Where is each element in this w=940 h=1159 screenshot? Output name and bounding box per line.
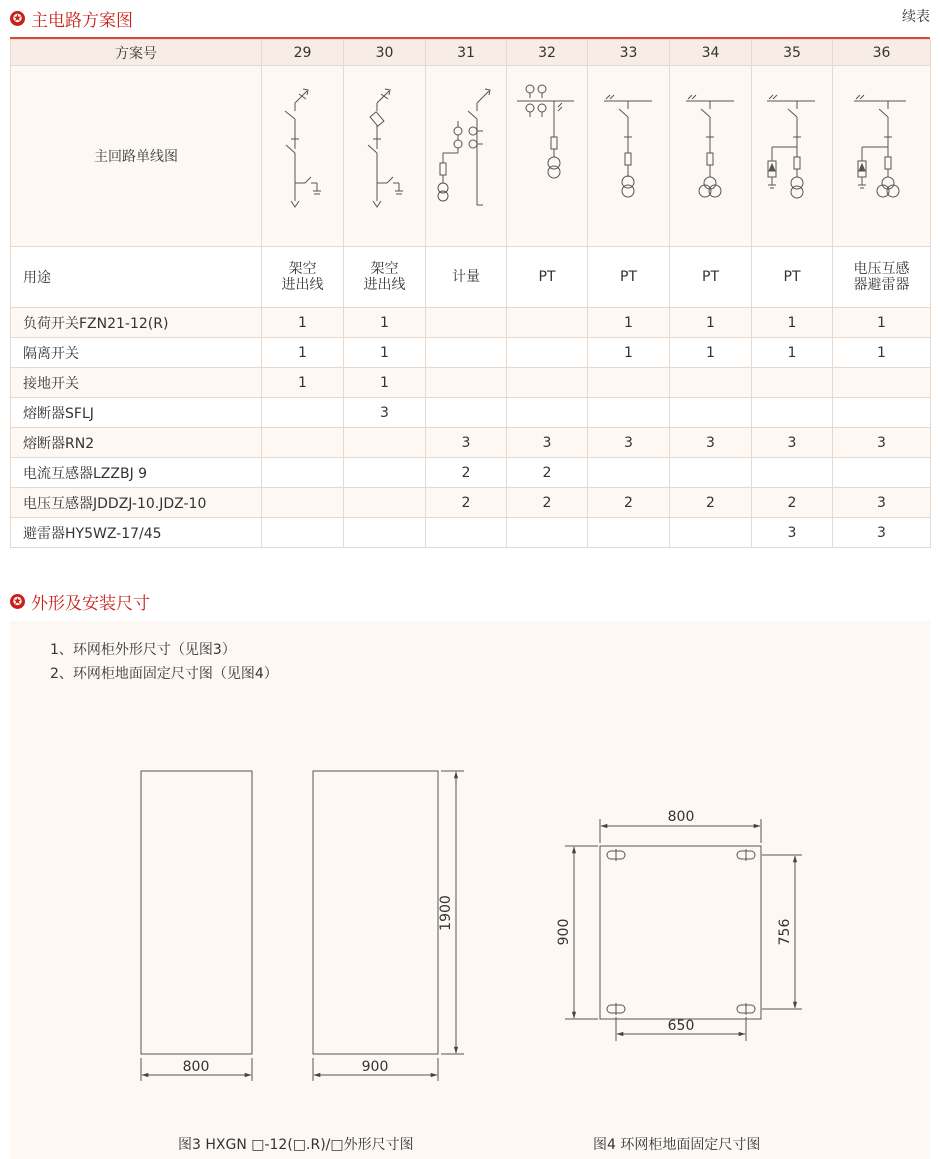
single-line-diagram-32 [507,66,588,247]
use-cell: PT [752,247,833,308]
row-label: 避雷器HY5WZ-17/45 [11,518,262,548]
quantity-cell [507,518,588,548]
dim-width-800: 800 [182,1059,210,1075]
header-row [11,40,931,66]
quantity-cell [344,458,426,488]
row-label: 电流互感器LZZBJ 9 [11,458,262,488]
dim-left-900: 900 [556,918,572,946]
quantity-cell: 1 [344,368,426,398]
quantity-cell [426,518,507,548]
quantity-cell: 3 [833,518,931,548]
quantity-cell: 3 [833,488,931,518]
single-line-diagram-33 [588,66,670,247]
quantity-cell [670,458,752,488]
section-title-text: 主电路方案图 [31,11,133,31]
quantity-cell: 2 [507,488,588,518]
quantity-cell [588,518,670,548]
dim-right-756: 756 [777,918,793,946]
quantity-cell: 3 [670,428,752,458]
use-cell: PT [670,247,752,308]
section-title-text: 外形及安装尺寸 [31,594,150,614]
quantity-cell [507,398,588,428]
single-line-diagram-35 [752,66,833,247]
quantity-cell [833,398,931,428]
quantity-cell: 2 [426,458,507,488]
table-row [11,398,931,428]
quantity-cell: 3 [588,428,670,458]
row-label: 电压互感器JDDZJ-10.JDZ-10 [11,488,262,518]
quantity-cell: 3 [426,428,507,458]
figure-3-cabinet-outline [141,771,464,1081]
quantity-cell [588,398,670,428]
quantity-cell: 1 [833,338,931,368]
quantity-cell: 1 [344,308,426,338]
quantity-cell: 1 [262,368,344,398]
single-line-diagram-34 [670,66,752,247]
use-row [11,247,931,308]
quantity-cell [833,458,931,488]
quantity-cell: 1 [670,308,752,338]
quantity-cell [507,338,588,368]
header-label: 方案号 [11,40,262,66]
quantity-cell: 1 [833,308,931,338]
quantity-cell: 2 [588,488,670,518]
quantity-cell [752,368,833,398]
dim-top-800: 800 [667,809,695,825]
dimension-panel [10,621,930,1159]
row-label: 熔断器SFLJ [11,398,262,428]
figure-4-floor-plan [565,819,802,1041]
single-line-diagram-36 [833,66,931,247]
table-row [11,488,931,518]
quantity-cell: 1 [344,338,426,368]
section-title-dimensions [10,589,150,614]
quantity-cell [507,368,588,398]
quantity-cell [262,428,344,458]
use-cell: 架空 进出线 [344,247,426,308]
diagram-row [11,66,931,247]
quantity-cell: 3 [752,518,833,548]
quantity-cell: 1 [262,308,344,338]
single-line-diagram-31 [426,66,507,247]
note-line: 2、环网柜地面固定尺寸图（见图4） [50,666,278,682]
quantity-cell [752,398,833,428]
dim-bottom-650: 650 [667,1018,695,1034]
figure-4-caption: 图4 环网柜地面固定尺寸图 [593,1137,761,1153]
row-label: 隔离开关 [11,338,262,368]
quantity-cell [262,398,344,428]
quantity-cell: 1 [262,338,344,368]
table-row [11,458,931,488]
quantity-cell [833,368,931,398]
use-cell: PT [588,247,670,308]
scheme-number: 34 [670,40,752,66]
quantity-cell: 3 [344,398,426,428]
quantity-cell: 2 [670,488,752,518]
quantity-cell [670,518,752,548]
quantity-cell [344,518,426,548]
quantity-cell [670,368,752,398]
quantity-cell: 2 [426,488,507,518]
table-row [11,338,931,368]
quantity-cell: 1 [588,338,670,368]
use-cell: 计量 [426,247,507,308]
scheme-number: 36 [833,40,931,66]
star-icon: ✪ [10,11,25,26]
single-line-diagram-29 [262,66,344,247]
scheme-number: 33 [588,40,670,66]
quantity-cell: 1 [752,308,833,338]
quantity-cell [344,488,426,518]
table-row [11,308,931,338]
quantity-cell [507,308,588,338]
scheme-number: 32 [507,40,588,66]
scheme-number: 31 [426,40,507,66]
dim-height-1900: 1900 [438,895,454,931]
quantity-cell: 3 [507,428,588,458]
table-row [11,518,931,548]
quantity-cell: 3 [833,428,931,458]
table-row [11,368,931,398]
row-label: 熔断器RN2 [11,428,262,458]
quantity-cell [262,488,344,518]
quantity-cell [588,458,670,488]
use-cell: 架空 进出线 [262,247,344,308]
quantity-cell: 2 [507,458,588,488]
table-row [11,428,931,458]
quantity-cell [588,368,670,398]
section-title-main-circuit [10,6,133,31]
scheme-number: 30 [344,40,426,66]
scheme-number: 29 [262,40,344,66]
quantity-cell [426,308,507,338]
quantity-cell [752,458,833,488]
diagram-label: 主回路单线图 [11,66,262,247]
quantity-cell: 2 [752,488,833,518]
quantity-cell: 3 [752,428,833,458]
dimension-drawings [10,621,930,1159]
use-label: 用途 [11,247,262,308]
use-cell: 电压互感 器避雷器 [833,247,931,308]
figure-3-caption: 图3 HXGN □-12(□.R)/□外形尺寸图 [178,1137,414,1153]
use-cell: PT [507,247,588,308]
quantity-cell [262,518,344,548]
note-line: 1、环网柜外形尺寸（见图3） [50,642,236,658]
quantity-cell [670,398,752,428]
scheme-number: 35 [752,40,833,66]
quantity-cell [426,398,507,428]
quantity-cell [262,458,344,488]
single-line-diagram-30 [344,66,426,247]
row-label: 接地开关 [11,368,262,398]
star-icon: ✪ [10,594,25,609]
quantity-cell: 1 [670,338,752,368]
quantity-cell: 1 [588,308,670,338]
quantity-cell [426,338,507,368]
continued-label: 续表 [902,9,930,25]
row-label: 负荷开关FZN21-12(R) [11,308,262,338]
quantity-cell [426,368,507,398]
quantity-cell: 1 [752,338,833,368]
scheme-table [10,39,931,548]
quantity-cell [344,428,426,458]
dim-width-900: 900 [361,1059,389,1075]
